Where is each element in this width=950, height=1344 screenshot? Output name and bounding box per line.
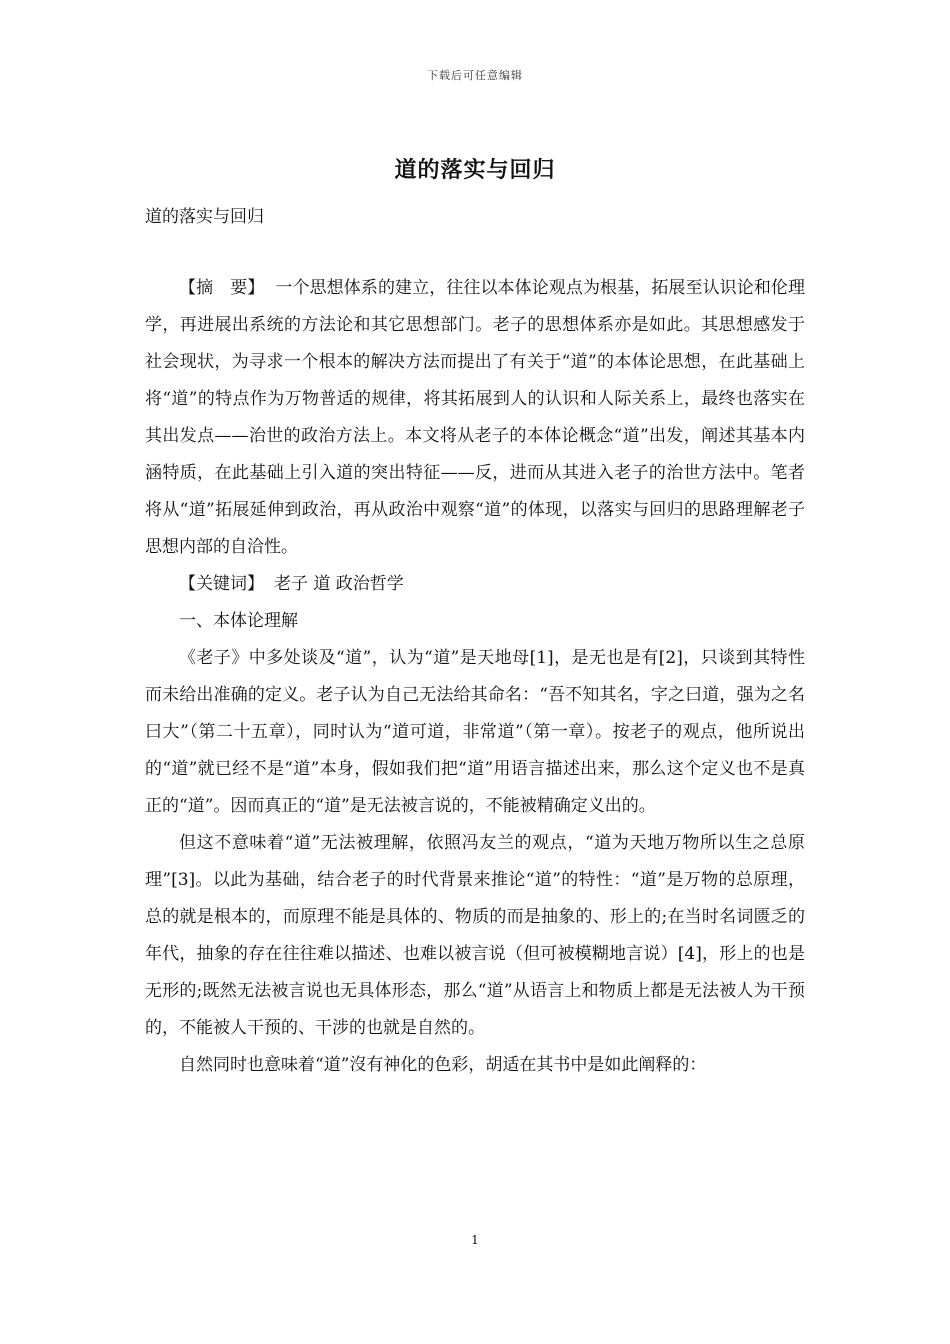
body-paragraph: 但这不意味着“道”无法被理解，依照冯友兰的观点，“道为天地万物所以生之总原理”[3]。以此为基础，结合老子的时代背景来推论“道”的特性：“道”是万物的总原理，总的就是根本的，而原理不能是具体的、物质的而是抽象的、形上的;在当时名词匮乏的年代，抽象的存在往往难以描述、也难以被言说（但可被模糊地言说）[4]，形上的也是无形的;既然无法被言说也无具体形态，那么“道”从语言上和物质上都是无法被人为干预的，不能被人干预的、干涉的也就是自然的。 <box>145 833 805 1038</box>
header-note: 下载后可任意编辑 <box>427 69 523 82</box>
page-number: 1 <box>471 1233 479 1247</box>
body-paragraph: 自然同时也意味着“道”沒有神化的色彩，胡适在其书中是如此阐释的： <box>179 1055 707 1075</box>
section-heading: 一、本体论理解 <box>179 611 298 631</box>
document-title: 道的落实与回归 <box>394 157 556 183</box>
keywords-paragraph <box>145 566 805 603</box>
document-subtitle: 道的落实与回归 <box>145 207 264 227</box>
abstract-paragraph <box>145 270 805 566</box>
document-body <box>145 270 805 1084</box>
keywords-label: 【关键词】 <box>179 574 264 594</box>
body-paragraph: 《老子》中多处谈及“道”，认为“道”是天地母[1]，是无也是有[2]，只谈到其特性而未给出准确的定义。老子认为自己无法给其命名：“吾不知其名，字之曰道，强为之名曰大”（第二十五章），同时认为“道可道，非常道”（第一章）。按老子的观点，他所说出的“道”就已经不是“道”本身，假如我们把“道”用语言描述出来，那么这个定义也不是真正的“道”。因而真正的“道”是无法被言说的，不能被精确定义出的。 <box>145 648 805 816</box>
keywords-text: 老子 道 政治哲学 <box>274 574 404 594</box>
abstract-label: 【摘 要】 <box>179 278 265 298</box>
abstract-text: 一个思想体系的建立，往往以本体论观点为根基，拓展至认识论和伦理学，再进展出系统的方法论和其它思想部门。老子的思想体系亦是如此。其思想感发于社会现状，为寻求一个根本的解决方法而提出了有关于“道”的本体论思想，在此基础上将“道”的特点作为万物普适的规律，将其拓展到人的认识和人际关系上，最终也落实在其出发点——治世的政治方法上。本文将从老子的本体论概念“道”出发，阐述其基本内涵特质，在此基础上引入道的突出特征——反，进而从其进入老子的治世方法中。笔者将从“道”拓展延伸到政治，再从政治中观察“道”的体现，以落实与回归的思路理解老子思想内部的自洽性。 <box>145 278 806 557</box>
